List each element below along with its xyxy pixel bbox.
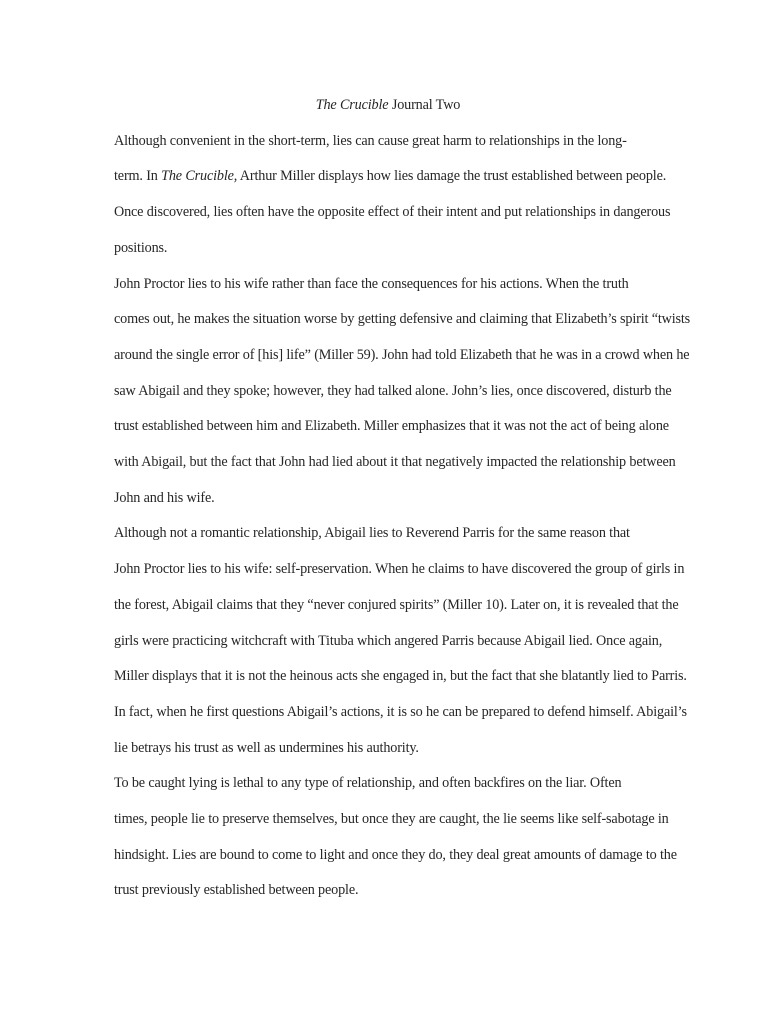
paragraph-line (68, 124, 708, 160)
text-run: hindsight. Lies are bound to come to light and once they do, they deal great amounts of damage to the (114, 846, 677, 863)
text-run: In fact, when he first questions Abigail’s actions, it is so he can be prepared to defend himself. Abigail’s (114, 703, 687, 720)
text-run: comes out, he makes the situation worse by getting defensive and claiming that Elizabeth’s spirit “twists (114, 311, 691, 328)
paragraph-line (68, 766, 708, 802)
paragraph-line (68, 731, 708, 767)
paragraph-line (68, 302, 708, 338)
paragraph-line (68, 838, 708, 874)
text-run: girls were practicing witchcraft with Tituba which angered Parris because Abigail lied. Once again, (114, 632, 663, 649)
italic-text: The Crucible, (161, 168, 238, 185)
text-run: John Proctor lies to his wife: self-preservation. When he claims to have discovered the group of girls in (114, 561, 685, 578)
paragraph-list (68, 124, 708, 909)
text-run: Arthur Miller displays how lies damage the trust established between people. (237, 168, 667, 185)
paragraph-line (68, 802, 708, 838)
text-run: times, people lie to preserve themselves, but once they are caught, the lie seems like self-sabotage in (114, 811, 669, 828)
title-suffix: Journal Two (388, 97, 461, 113)
paragraph-line (68, 409, 708, 445)
paragraph-line (68, 159, 708, 195)
paragraph-line (68, 695, 708, 731)
text-run: the forest, Abigail claims that they “never conjured spirits” (Miller 10). Later on, it is revealed that the (114, 596, 679, 613)
title-work-name: The Crucible (315, 97, 389, 113)
paragraph-line (68, 195, 708, 231)
body-paragraph (68, 516, 708, 766)
text-run: Miller displays that it is not the heinous acts she engaged in, but the fact that she blatantly lied to Parris. (114, 668, 687, 685)
paragraph-line (68, 231, 708, 267)
paragraph-line (68, 338, 708, 374)
document-body (68, 88, 708, 909)
paragraph-line (68, 481, 708, 517)
body-paragraph (68, 267, 708, 517)
paragraph-line (68, 588, 708, 624)
text-run: term. In (114, 168, 162, 185)
text-run: Although not a romantic relationship, Abigail lies to Reverend Parris for the same reason that (114, 525, 630, 542)
text-run: John Proctor lies to his wife rather than face the consequences for his actions. When the truth (114, 275, 629, 292)
text-run: with Abigail, but the fact that John had lied about it that negatively impacted the relationship between (114, 454, 676, 471)
text-run: around the single error of [his] life” (Miller 59). John had told Elizabeth that he was in a crowd when he (114, 346, 690, 363)
paragraph-line (68, 267, 708, 303)
paragraph-line (68, 516, 708, 552)
paragraph-line (68, 445, 708, 481)
paragraph-line (68, 624, 708, 660)
text-run: Although convenient in the short-term, lies can cause great harm to relationships in the long- (114, 132, 627, 149)
text-run: John and his wife. (114, 489, 215, 506)
body-paragraph (68, 766, 708, 909)
document-title (68, 88, 708, 124)
text-run: lie betrays his trust as well as undermines his authority. (114, 739, 419, 756)
text-run: positions. (114, 239, 168, 256)
paragraph-line (68, 659, 708, 695)
text-run: To be caught lying is lethal to any type of relationship, and often backfires on the liar. Often (114, 775, 622, 792)
text-run: trust previously established between people. (114, 882, 359, 899)
text-run: trust established between him and Elizabeth. Miller emphasizes that it was not the act of being alone (114, 418, 669, 435)
text-run: saw Abigail and they spoke; however, they had talked alone. John’s lies, once discovered, disturb the (114, 382, 672, 399)
paragraph-line (68, 552, 708, 588)
text-run: Once discovered, lies often have the opposite effect of their intent and put relationships in dangerous (114, 204, 671, 221)
paragraph-line (68, 374, 708, 410)
body-paragraph (68, 124, 708, 267)
paragraph-line (68, 873, 708, 909)
